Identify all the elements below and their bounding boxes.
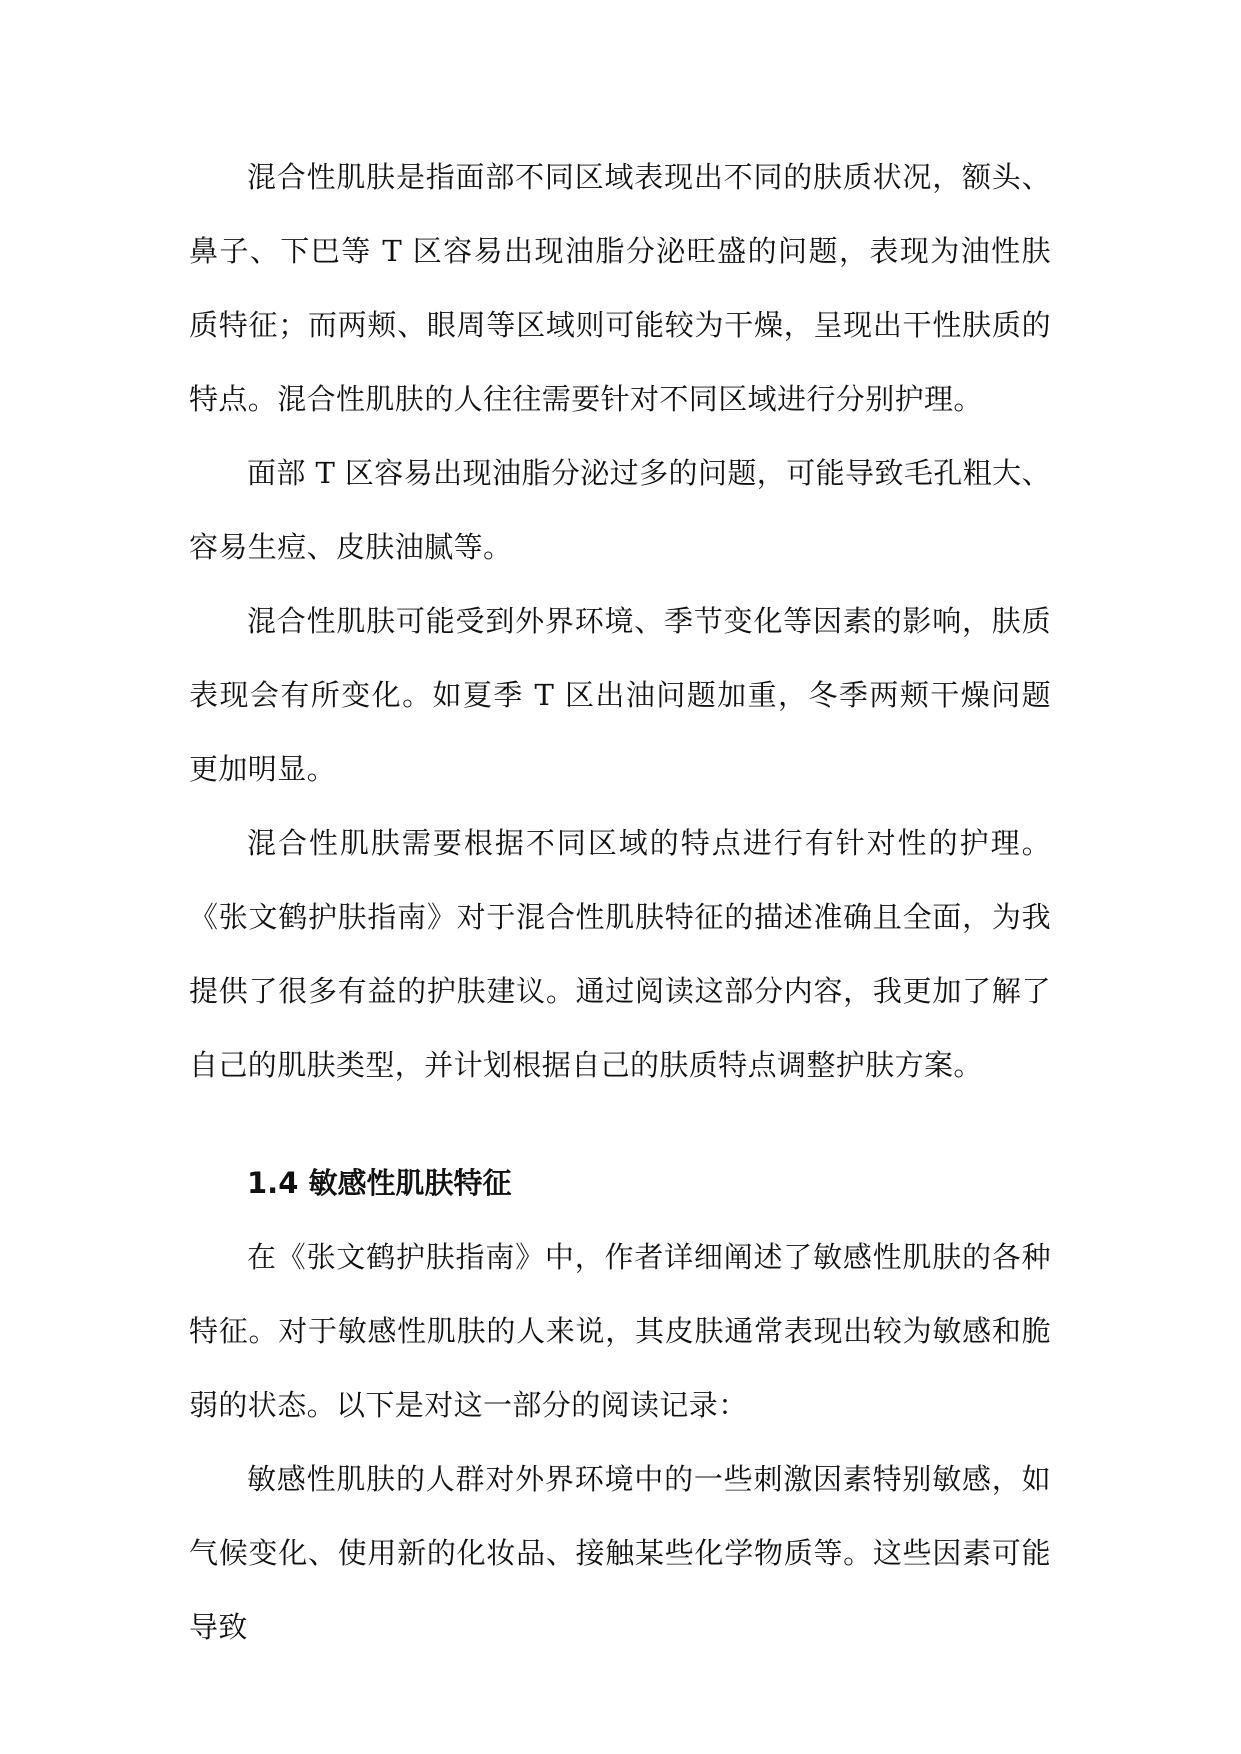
document-page xyxy=(189,140,1051,1664)
section-heading: 1.4 敏感性肌肤特征 xyxy=(247,1166,512,1200)
paragraph-t-zone-oil: 面部 T 区容易出现油脂分泌过多的问题，可能导致毛孔粗大、容易生痘、皮肤油腻等。 xyxy=(189,456,1051,564)
paragraph-combination-skin-definition: 混合性肌肤是指面部不同区域表现出不同的肤质状况，额头、鼻子、下巴等 T 区容易出现油脂分泌旺盛的问题，表现为油性肤质特征；而两颊、眼周等区域则可能较为干燥，呈现出干性肤质的特点。混合性肌肤的人往往需要针对不同区域进行分别护理。 xyxy=(189,160,1051,416)
paragraph-environment-influence: 混合性肌肤可能受到外界环境、季节变化等因素的影响，肤质表现会有所变化。如夏季 T 区出油问题加重，冬季两颊干燥问题更加明显。 xyxy=(189,604,1051,786)
paragraph-sensitive-skin-triggers: 敏感性肌肤的人群对外界环境中的一些刺激因素特别敏感，如气候变化、使用新的化妆品、接触某些化学物质等。这些因素可能导致 xyxy=(189,1462,1051,1644)
paragraph-reading-reflection: 混合性肌肤需要根据不同区域的特点进行有针对性的护理。《张文鹤护肤指南》对于混合性肌肤特征的描述准确且全面，为我提供了很多有益的护肤建议。通过阅读这部分内容，我更加了解了自己的肌肤类型，并计划根据自己的肤质特点调整护肤方案。 xyxy=(189,826,1051,1082)
paragraph-sensitive-skin-intro: 在《张文鹤护肤指南》中，作者详细阐述了敏感性肌肤的各种特征。对于敏感性肌肤的人来说，其皮肤通常表现出较为敏感和脆弱的状态。以下是对这一部分的阅读记录： xyxy=(189,1240,1051,1422)
